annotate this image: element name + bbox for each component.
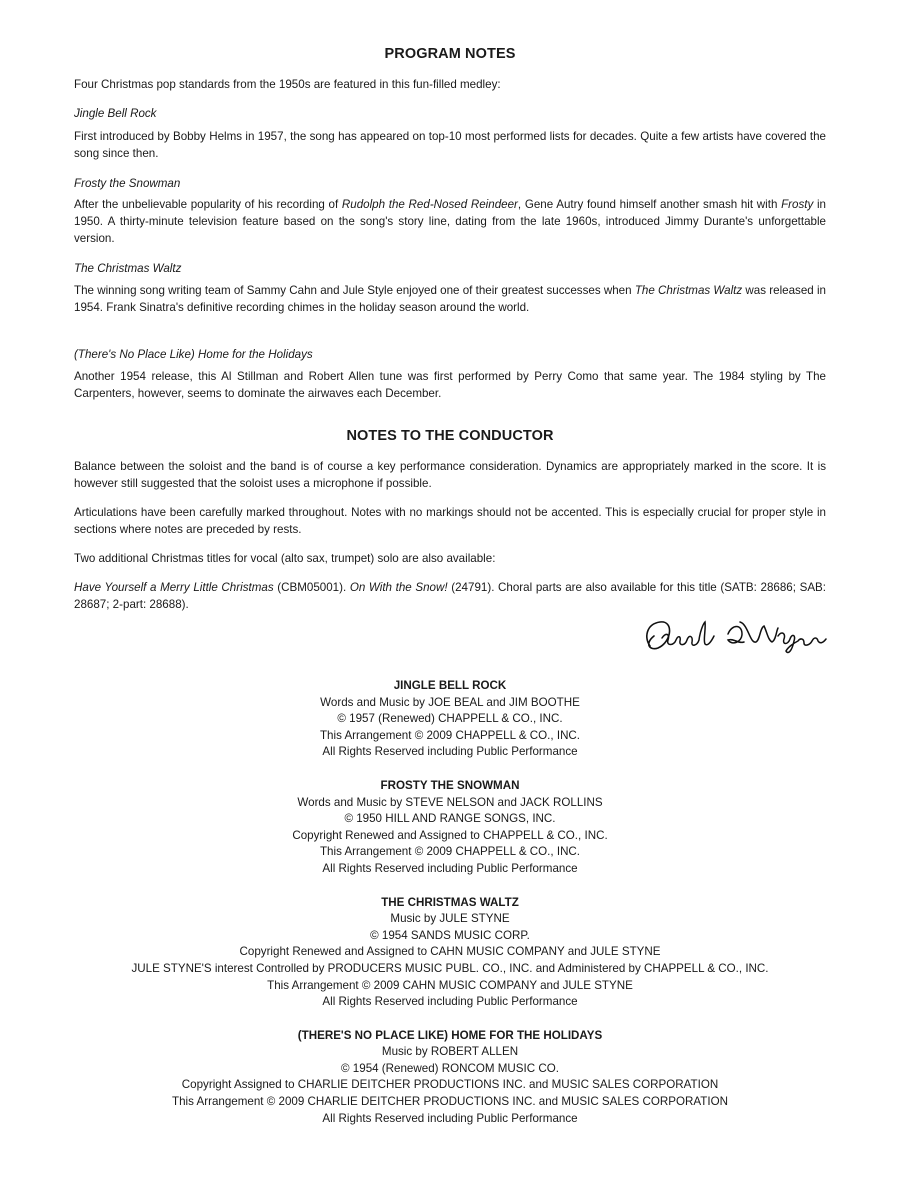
text-run: The winning song writing team of Sammy Cahn and Jule Style enjoyed one of their greatest successes when [74, 284, 635, 297]
text-run: After the unbelievable popularity of his recording of [74, 198, 342, 211]
credit-line: JULE STYNE'S interest Controlled by PRODUCERS MUSIC PUBL. CO., INC. and Administered by CHAPPELL & CO., INC. [131, 961, 769, 975]
credit-line: © 1957 (Renewed) CHAPPELL & CO., INC. [337, 712, 563, 726]
credit-line: All Rights Reserved including Public Performance [322, 745, 578, 759]
credit-line: This Arrangement © 2009 CAHN MUSIC COMPANY and JULE STYNE [267, 978, 633, 992]
credit-line: All Rights Reserved including Public Performance [322, 861, 578, 875]
conductor-note-articulations: Articulations have been carefully marked throughout. Notes with no markings should not be accented. This is especially crucial for proper style in sections where notes are preceded by rests. [74, 506, 826, 536]
credit-title: (THERE'S NO PLACE LIKE) HOME FOR THE HOLIDAYS [297, 1028, 603, 1042]
song-notes-jingle-bell-rock: First introduced by Bobby Helms in 1957, the song has appeared on top-10 most performed lists for decades. Quite a few artists have covered the song since then. [74, 130, 826, 160]
credit-line: © 1954 (Renewed) RONCOM MUSIC CO. [341, 1061, 559, 1075]
conductor-note-additional-titles: Two additional Christmas titles for vocal (alto sax, trumpet) solo are also available: [74, 552, 496, 565]
credit-title: FROSTY THE SNOWMAN [380, 778, 520, 792]
song-notes-frosty [74, 196, 826, 247]
credit-block-jingle-bell-rock [0, 678, 900, 761]
credit-line: © 1954 SANDS MUSIC CORP. [370, 928, 530, 942]
credit-line: This Arrangement © 2009 CHAPPELL & CO., INC. [319, 728, 581, 742]
program-notes-heading: PROGRAM NOTES [384, 46, 516, 62]
credit-line: This Arrangement © 2009 CHARLIE DEITCHER PRODUCTIONS INC. and MUSIC SALES CORPORATION [172, 1095, 728, 1109]
conductor-note-balance: Balance between the soloist and the band is of course a key performance consideration. Dynamics are appropriately marked in the score. It is however still suggested that the soloist uses a microphone if possible. [74, 460, 826, 490]
credit-line: Music by ROBERT ALLEN [381, 1045, 519, 1059]
song-title-christmas-waltz: The Christmas Waltz [74, 262, 182, 275]
credit-title: JINGLE BELL ROCK [393, 679, 507, 692]
italic-title: Frosty [781, 198, 814, 211]
credit-line: Copyright Renewed and Assigned to CAHN MUSIC COMPANY and JULE STYNE [239, 945, 661, 959]
arranger-signature [636, 612, 830, 660]
program-notes-intro: Four Christmas pop standards from the 1950s are featured in this fun-filled medley: [74, 78, 501, 91]
credit-title: THE CHRISTMAS WALTZ [381, 895, 519, 909]
credit-line: © 1950 HILL AND RANGE SONGS, INC. [344, 812, 556, 826]
credit-line: Copyright Renewed and Assigned to CHAPPELL & CO., INC. [292, 828, 608, 842]
song-notes-home-for-holidays: Another 1954 release, this Al Stillman and Robert Allen tune was first performed by Perry Como that same year. The 1984 styling by The Carpenters, however, seems to dominate the airwaves each December. [74, 370, 826, 400]
song-notes-christmas-waltz [74, 282, 826, 316]
credit-line: This Arrangement © 2009 CHAPPELL & CO., INC. [319, 845, 581, 859]
text-run: in 1950. A thirty-minute television feature based on the song's story line, dating from the late 1960s, introduced Jimmy Durante's unforgettable version. [74, 198, 826, 245]
conductor-note-catalog [74, 579, 826, 613]
italic-title: Rudolph the Red-Nosed Reindeer [341, 198, 518, 211]
credit-line: Words and Music by JOE BEAL and JIM BOOTHE [320, 695, 580, 709]
credit-line: All Rights Reserved including Public Performance [322, 995, 578, 1009]
credit-block-christmas-waltz [0, 895, 900, 1011]
text-run: (CBM05001). [273, 581, 350, 594]
text-run: (24791). Choral parts are also available for this title (SATB: 28686; SAB: 28687; 2-part: 28688). [74, 581, 827, 611]
credit-line: Music by JULE STYNE [390, 912, 510, 926]
credit-line: Words and Music by STEVE NELSON and JACK ROLLINS [297, 795, 603, 809]
conductor-notes-heading: NOTES TO THE CONDUCTOR [346, 428, 554, 444]
credit-block-frosty [0, 778, 900, 878]
text-run: was released in 1954. Frank Sinatra's definitive recording chimes in the holiday season around the world. [74, 284, 827, 314]
credit-line: Copyright Assigned to CHARLIE DEITCHER PRODUCTIONS INC. and MUSIC SALES CORPORATION [181, 1078, 719, 1092]
copyright-credits [0, 678, 900, 1144]
song-title-frosty: Frosty the Snowman [74, 177, 181, 190]
credit-block-home-for-holidays [0, 1028, 900, 1128]
song-title-home-for-holidays: (There's No Place Like) Home for the Holidays [74, 348, 313, 361]
song-title-jingle-bell-rock: Jingle Bell Rock [74, 107, 157, 120]
text-run: , Gene Autry found himself another smash hit with [517, 198, 782, 211]
credit-line: All Rights Reserved including Public Performance [322, 1111, 578, 1125]
italic-title: The Christmas Waltz [634, 284, 743, 297]
italic-title: On With the Snow! [349, 581, 448, 594]
italic-title: Have Yourself a Merry Little Christmas [74, 581, 274, 594]
